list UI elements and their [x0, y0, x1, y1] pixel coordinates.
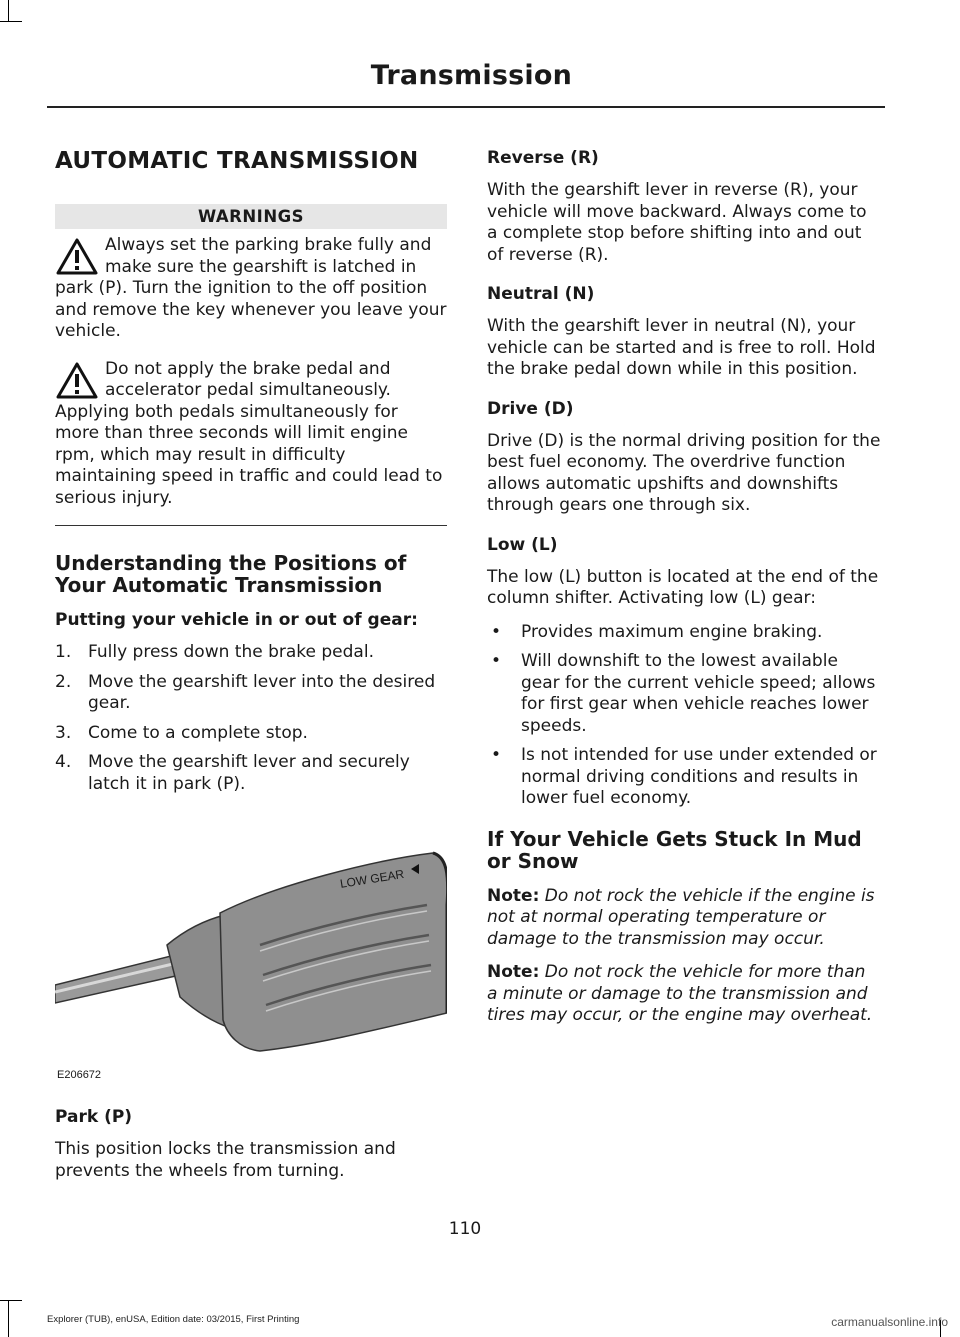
step-text: Fully press down the brake pedal.: [88, 642, 374, 662]
warning-item: [55, 235, 447, 343]
note-text: Do not rock the vehicle for more than a minute or damage to the transmission and tires may occur, or the engine may overheat.: [487, 962, 873, 1025]
header-rule: [47, 106, 885, 108]
gearshift-illustration: [55, 835, 447, 1085]
step-number: 1.: [55, 642, 72, 662]
low-heading: Low (L): [487, 534, 558, 555]
step-number: 2.: [55, 671, 72, 692]
drive-text: Drive (D) is the normal driving position for the best fuel economy. The overdrive function allows automatic upshifts and downshifts through gears one through six.: [487, 430, 881, 515]
warning-item: [55, 359, 447, 510]
warning-triangle-icon: [55, 361, 99, 401]
neutral-text: With the gearshift lever in neutral (N), your vehicle can be started and is free to roll. Hold the brake pedal down while in this position.: [487, 316, 876, 379]
note-text: Do not rock the vehicle if the engine is not at normal operating temperature or damage to the transmission may occur.: [487, 885, 875, 949]
park-heading: Park (P): [55, 1107, 133, 1127]
drive-heading: Drive (D): [487, 398, 574, 419]
reverse-heading: Reverse (R): [487, 148, 599, 168]
list-item: [487, 651, 881, 737]
watermark: carmanualsonline.info: [831, 1315, 948, 1329]
bullet-icon: •: [491, 651, 502, 671]
low-gear-label: LOW GEAR: [339, 866, 406, 891]
subsection-heading: Understanding the Positions of Your Automatic Transmission: [55, 551, 407, 597]
step-text: Move the gearshift lever and securely latch it in park (P).: [88, 752, 410, 794]
stuck-heading: If Your Vehicle Gets Stuck In Mud or Snow: [487, 826, 862, 873]
steps-list: [55, 642, 447, 795]
footer-edition: Explorer (TUB), enUSA, Edition date: 03/2015, First Printing: [47, 1314, 300, 1325]
list-item: [55, 642, 447, 664]
bullet-icon: •: [491, 621, 502, 642]
crop-mark: [0, 21, 22, 22]
reverse-text: With the gearshift lever in reverse (R), your vehicle will move backward. Always come to a complete stop before shifting into and out of reverse (R).: [487, 180, 867, 265]
bullet-text: Is not intended for use under extended or normal driving conditions and results in lower fuel economy.: [521, 745, 877, 808]
warning-triangle-icon: [55, 237, 99, 277]
crop-mark: [8, 1300, 9, 1337]
note-label: Note:: [487, 962, 540, 982]
step-text: Come to a complete stop.: [88, 722, 308, 743]
bullet-text: Will downshift to the lowest available gear for the current vehicle speed; allows for first gear when vehicle reaches lower speeds.: [521, 651, 876, 736]
list-item: [487, 622, 881, 644]
list-item: [55, 672, 447, 715]
page-number: 110: [448, 1219, 482, 1239]
note-label: Note:: [487, 885, 540, 906]
step-text: Move the gearshift lever into the desired gear.: [88, 671, 436, 713]
bullet-text: Provides maximum engine braking.: [521, 621, 823, 642]
steps-heading: Putting your vehicle in or out of gear:: [55, 610, 418, 630]
left-column: [55, 140, 447, 1194]
divider: [55, 525, 447, 526]
note: [487, 886, 881, 951]
list-item: [55, 752, 447, 795]
crop-mark: [0, 1300, 22, 1301]
figure-code: E206672: [57, 1069, 102, 1081]
park-text: This position locks the transmission and prevents the wheels from turning.: [55, 1139, 396, 1181]
list-item: [487, 745, 881, 810]
right-column: [487, 148, 881, 1039]
step-number: 4.: [55, 752, 72, 772]
step-number: 3.: [55, 722, 72, 743]
note: [487, 962, 881, 1027]
section-heading: AUTOMATIC TRANSMISSION: [55, 148, 419, 174]
warning-text: Do not apply the brake pedal and accelerator pedal simultaneously. Applying both pedals simultaneously for more than three seconds will limit engine rpm, which may result in difficulty maintaining speed in traffic and could lead to serious injury.: [55, 358, 443, 508]
warning-text: Always set the parking brake fully and make sure the gearshift is latched in park (P). Turn the ignition to the off position and remove the key whenever you leave your vehicle.: [55, 235, 447, 341]
warnings-header: WARNINGS: [55, 204, 447, 229]
low-bullets: [487, 622, 881, 810]
chapter-title: Transmission: [370, 60, 572, 91]
bullet-icon: •: [491, 745, 502, 765]
low-text: The low (L) button is located at the end of the column shifter. Activating low (L) gear:: [487, 566, 879, 608]
crop-mark: [8, 0, 9, 22]
list-item: [55, 723, 447, 745]
neutral-heading: Neutral (N): [487, 284, 595, 304]
